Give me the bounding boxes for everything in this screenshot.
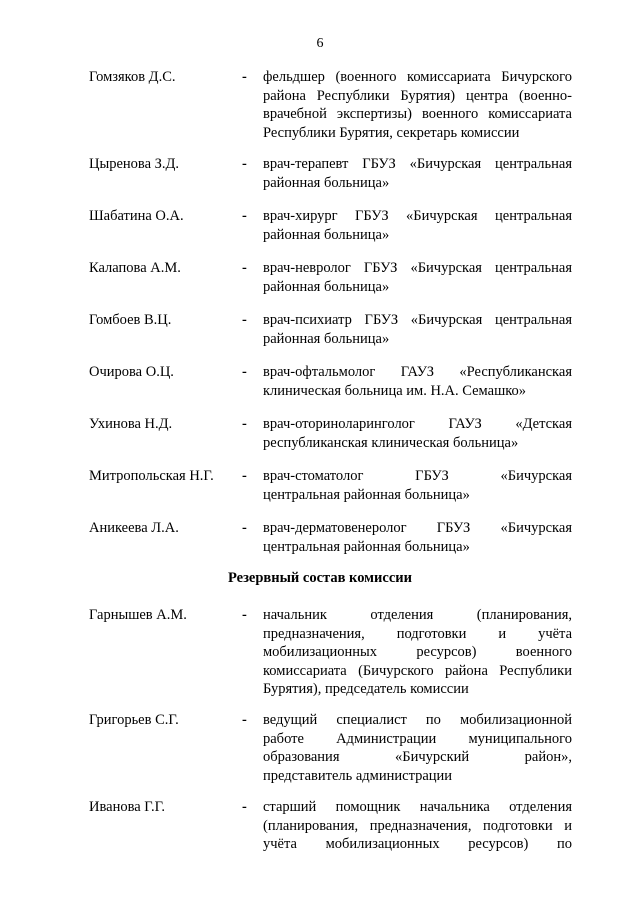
dash-separator: - [242, 260, 247, 276]
role-line: районная больница» [263, 330, 390, 347]
role-line: ведущий специалист по мобилизационной [263, 712, 572, 728]
dash-separator: - [242, 156, 247, 172]
dash-separator: - [242, 208, 247, 224]
dash-separator: - [242, 312, 247, 328]
member-name: Аникеева Л.А. [89, 520, 179, 536]
member-name: Цыренова З.Д. [89, 156, 180, 172]
role-line: районная больница» [263, 174, 390, 191]
member-role [263, 798, 572, 854]
member-name: Очирова О.Ц. [89, 364, 174, 380]
role-line: предназначения, подготовки и учёта [263, 625, 572, 642]
role-line: врач-стоматолог ГБУЗ «Бичурская [263, 468, 572, 484]
role-line: центральная районная больница» [263, 538, 470, 555]
role-line: врач-невролог ГБУЗ «Бичурская центральная [263, 260, 572, 276]
dash-separator: - [242, 520, 247, 536]
member-name: Гарнышев А.М. [89, 607, 187, 623]
member-role [263, 606, 572, 699]
role-line: комиссариата (Бичурского района Республики [263, 662, 572, 679]
role-line: (планирования, предназначения, подготовки и [263, 817, 572, 834]
dash-separator: - [242, 69, 247, 85]
role-line: врач-офтальмолог ГАУЗ «Республиканская [263, 364, 572, 380]
role-line: Республики Бурятия, секретарь комиссии [263, 124, 520, 141]
role-line: врач-хирург ГБУЗ «Бичурская центральная [263, 208, 572, 224]
dash-separator: - [242, 468, 247, 484]
dash-separator: - [242, 364, 247, 380]
role-line: учёта мобилизационных ресурсов) по [263, 836, 572, 852]
dash-separator: - [242, 712, 247, 728]
role-line: врачебной экспертизы) военного комиссариата [263, 106, 572, 122]
role-line: района Республики Бурятия) центра (военно- [263, 87, 572, 104]
member-role [263, 363, 572, 400]
role-line: врач-дерматовенеролог ГБУЗ «Бичурская [263, 520, 572, 536]
member-role [263, 519, 572, 556]
dash-separator: - [242, 607, 247, 623]
role-line: центральная районная больница» [263, 486, 470, 503]
member-role [263, 467, 572, 504]
page-number: 6 [316, 36, 324, 51]
member-name: Ухинова Н.Д. [89, 416, 173, 432]
role-line: республиканская клиническая больница» [263, 434, 519, 451]
member-name: Гомзяков Д.С. [89, 69, 176, 85]
dash-separator: - [242, 799, 247, 815]
role-line: районная больница» [263, 278, 390, 295]
member-name: Митропольская Н.Г. [89, 468, 214, 484]
member-name: Шабатина О.А. [89, 208, 184, 224]
dash-separator: - [242, 416, 247, 432]
member-role [263, 259, 572, 296]
member-name: Григорьев С.Г. [89, 712, 179, 728]
member-name: Калапова А.М. [89, 260, 181, 276]
role-line: фельдшер (военного комиссариата Бичурского [263, 69, 572, 85]
role-line: Бурятия), председатель комиссии [263, 681, 469, 697]
member-role [263, 415, 572, 452]
member-role [263, 207, 572, 244]
role-line: начальник отделения (планирования, [263, 607, 572, 623]
member-name: Гомбоев В.Ц. [89, 312, 172, 328]
role-line: врач-психиатр ГБУЗ «Бичурская центральная [263, 312, 572, 328]
member-role [263, 155, 572, 192]
role-line: образования «Бичурский район», [263, 749, 572, 765]
member-role [263, 311, 572, 348]
role-line: клиническая больница им. Н.А. Семашко» [263, 382, 527, 399]
role-line: представитель администрации [263, 767, 453, 784]
role-line: мобилизационных ресурсов) военного [263, 644, 572, 660]
member-role [263, 711, 572, 785]
role-line: районная больница» [263, 226, 390, 243]
section-title: Резервный состав комиссии [228, 570, 412, 586]
role-line: врач-терапевт ГБУЗ «Бичурская центральная [263, 156, 572, 172]
role-line: работе Администрации муниципального [263, 730, 572, 747]
member-name: Иванова Г.Г. [89, 799, 166, 815]
role-line: врач-оториноларинголог ГАУЗ «Детская [263, 416, 572, 432]
role-line: старший помощник начальника отделения [263, 799, 572, 815]
member-role [263, 68, 572, 142]
